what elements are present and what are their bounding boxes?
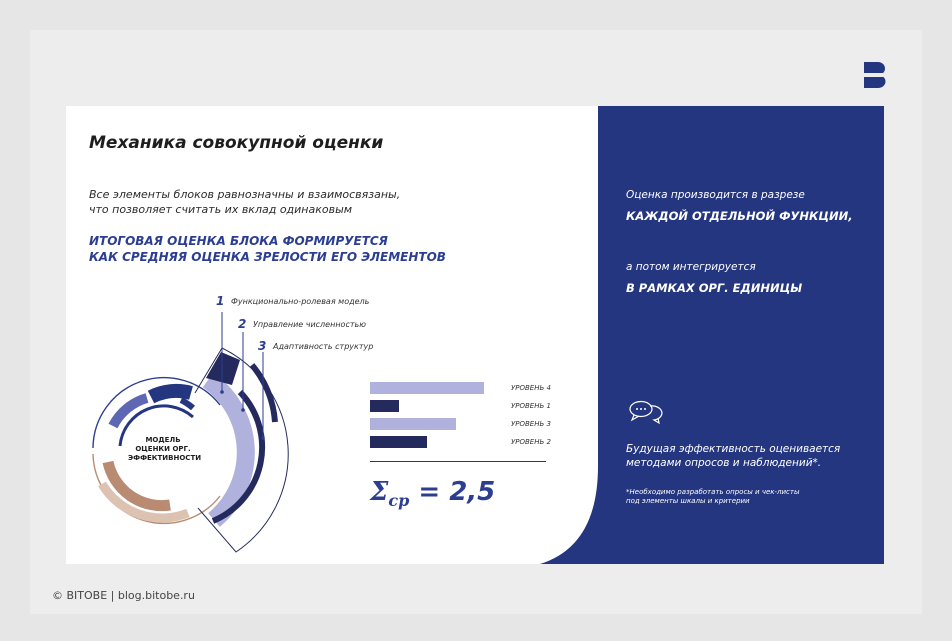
highlight-line-2: КАК СРЕДНЯЯ ОЦЕНКА ЗРЕЛОСТИ ЕГО ЭЛЕМЕНТОВ — [89, 250, 446, 264]
element-number-1: 1 — [216, 294, 225, 308]
note-line-1: *Необходимо разработать опросы и чек-листы — [626, 488, 800, 496]
future-line-2: методами опросов и наблюдений*. — [626, 457, 822, 469]
formula-result: = 2,5 — [409, 477, 496, 507]
blue-arc-tip — [181, 400, 193, 408]
level-label-2: УРОВЕНЬ 1 — [511, 402, 551, 410]
intro-line-1: Все элементы блоков равнозначны и взаимосвязаны, — [89, 188, 401, 201]
element-label-1: Функционально-ролевая модель — [231, 297, 370, 306]
center-label-line-3: ЭФФЕКТИВНОСТИ — [128, 454, 202, 462]
intro-line-2: что позволяет считать их вклад одинаковым — [89, 203, 353, 216]
page-title: Механика совокупной оценки — [89, 133, 384, 153]
leader-dot-1 — [220, 390, 224, 394]
level-bar-4 — [370, 436, 427, 448]
center-label-line-1: МОДЕЛЬ — [145, 436, 181, 444]
level-bar-1 — [370, 382, 484, 394]
level-label-3: УРОВЕНЬ 3 — [511, 420, 551, 428]
chat-icon — [628, 400, 666, 424]
panel-line-4: В РАМКАХ ОРГ. ЕДИНИЦЫ — [626, 281, 803, 295]
average-formula — [370, 477, 495, 510]
footer-text: © BITOBE | blog.bitobe.ru — [52, 589, 195, 602]
panel-line-1: Оценка производится в разрезе — [626, 189, 805, 201]
sigma-symbol: Σ — [370, 477, 389, 507]
panel-line-2: КАЖДОЙ ОТДЕЛЬНОЙ ФУНКЦИИ, — [626, 209, 853, 223]
level-label-4: УРОВЕНЬ 2 — [511, 438, 551, 446]
element-number-3: 3 — [258, 339, 267, 353]
highlight-line-1: ИТОГОВАЯ ОЦЕНКА БЛОКА ФОРМИРУЕТСЯ — [89, 234, 388, 248]
level-label-1: УРОВЕНЬ 4 — [511, 384, 551, 392]
level-bar-2 — [370, 400, 399, 412]
element-label-2: Управление численностью — [253, 320, 366, 329]
leader-dot-2 — [241, 408, 245, 412]
blue-arc-thick — [151, 391, 191, 397]
panel-line-3: а потом интегрируется — [626, 261, 756, 273]
leader-dot-3 — [261, 436, 265, 440]
element-number-2: 2 — [238, 317, 247, 331]
center-label-line-2: ОЦЕНКИ ОРГ. — [135, 445, 191, 453]
element-label-3: Адаптивность структур — [273, 342, 374, 351]
level-bar-3 — [370, 418, 456, 430]
diagram-center-label — [128, 436, 202, 463]
formula-subscript: ср — [388, 491, 410, 511]
formula-separator — [370, 461, 546, 462]
future-line-1: Будущая эффективность оценивается — [626, 443, 841, 455]
note-line-2: под элементы шкалы и критерии — [626, 497, 750, 505]
